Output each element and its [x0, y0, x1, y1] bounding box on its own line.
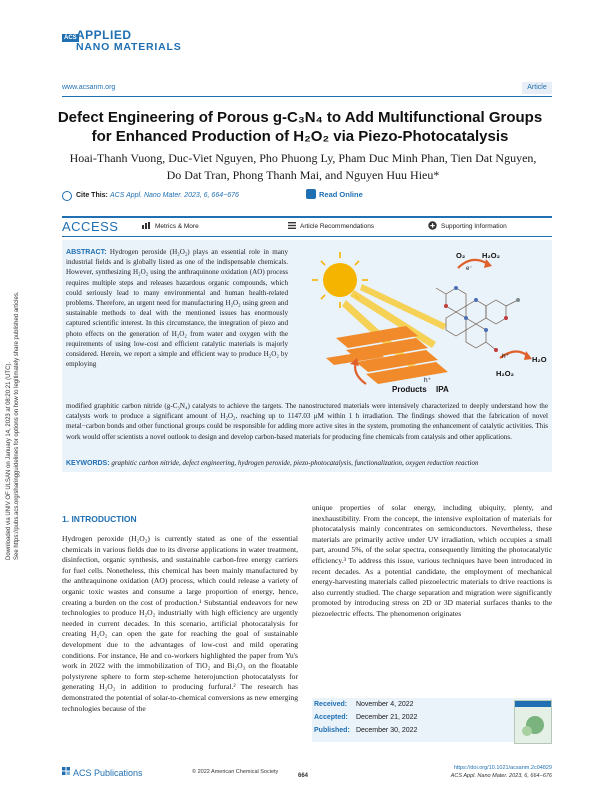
oxidation-arrow-head	[524, 351, 532, 360]
read-online-link[interactable]: Read Online	[319, 190, 363, 199]
o2-label: O₂	[456, 251, 466, 260]
read-online-icon[interactable]	[306, 189, 316, 199]
received-date: November 4, 2022	[355, 701, 414, 708]
header-divider	[62, 96, 552, 97]
hole-label-2: h⁺	[424, 377, 432, 384]
citation-link[interactable]: ACS Appl. Nano Mater. 2023, 6, 664−676	[110, 192, 239, 199]
h2o-label: H₂O	[532, 355, 547, 364]
bar-chart-icon	[142, 222, 150, 229]
published-row	[314, 727, 417, 734]
h2o2-top-label: H₂O₂	[482, 251, 500, 260]
accepted-date: December 21, 2022	[355, 714, 418, 721]
intro-column-left: Hydrogen peroxide (H₂O₂) is currently stated as one of the essential chemicals in various fields due to its diverse applications in water treatment, disinfection, organic synthesis, and sustainable carbon-free energy carriers for fuel cells. Nonetheless, this chemical has been mainly manufactured by the anthraquinone oxidation (AO) process, which could release a variety of organic toxic wastes and consume a large proportion of energy, hence, creating a burden on the cost of production.¹ Substantial endeavors for new technologies to produce H₂O₂ industrially with high efficiency are urgently needed in current decades. In this scenario, artificial photocatalysis for creating H₂O₂ can open the gate for reaching the goal of sustainable development due to the advantages of low-cost and mild operating conditions. For instance, He and co-workers highlighted the paper from Yu's work in 2022 with the immobilization of TiO₂ and Bi₂O₃ on the floatable polystyrene sphere to form step-scheme heterojunction photocatalysts for generating H₂O₂ in addition to producing furfural.² The research has demonstrated the potential of solar-to-chemical conversions as new emerging technologies because of the	[62, 534, 298, 713]
published-label: Published:	[314, 727, 350, 734]
keywords-label: KEYWORDS:	[66, 460, 110, 467]
catalyst-sheets	[326, 326, 448, 384]
published-date: December 30, 2022	[355, 727, 418, 734]
toc-graphic	[296, 246, 550, 396]
received-row	[314, 701, 414, 708]
keywords	[66, 458, 546, 468]
title-line-1: Defect Engineering of Porous g-C₃N₄ to Add Multifunctional Groups	[57, 109, 543, 126]
abstract-body-bottom: modified graphitic carbon nitride (g-C₃N₄) catalysts to achieve the targets. The nanostructured materials were intensively characterized to deeply understand how the catalysts work to produce a significant amount of H₂O₂, reaching up to 1147.03 μM within 1 h irradiation. The findings showed that the fabrication of novel metal−carbon bonds and other functional groups could be responsible for adding more active sites in the system, promoting the enhancement of catalytic activities. This work would offer scientists a novel outlook to design and develop carbon-based materials for producing fine chemicals from catalysis and other applications.	[66, 402, 548, 441]
abstract-text	[66, 247, 288, 369]
abstract-label: ABSTRACT:	[66, 248, 107, 256]
footer-doi	[420, 764, 552, 780]
supporting-info-link[interactable]: Supporting Information	[441, 223, 507, 230]
access-label: ACCESS	[62, 219, 119, 234]
section-heading-introduction: 1. INTRODUCTION	[62, 514, 137, 524]
supporting-info-icon	[428, 221, 437, 230]
download-note	[6, 260, 26, 560]
h2o2-bottom-label: H₂O₂	[496, 369, 514, 378]
cite-icon	[62, 191, 72, 201]
author-list	[58, 150, 548, 184]
journal-cover-thumbnail	[514, 700, 552, 744]
received-label: Received:	[314, 701, 348, 708]
doi-link[interactable]: https://doi.org/10.1021/acsanm.2c04829	[453, 765, 552, 771]
download-note-line-2: See https://pubs.acs.org/sharingguidelines for options on how to legitimately share published articles.	[14, 291, 20, 560]
cover-art	[515, 701, 551, 743]
page-number: 664	[298, 773, 309, 779]
products-label: Products	[392, 385, 427, 394]
intro-column-right: unique properties of solar energy, including ubiquity, plenty, and inexhaustibility. From the concept, the intensive exploitation of materials for photocatalysis mainly concentrates on semiconductors. Nevertheless, these materials are primarily active under UV irradiation, which occupies a small part, around 5%, of the solar spectra, consequently limiting the photocatalytic efficiency.³ To address this issue, various techniques have been introduced in recent decades. As a potential candidate, the employment of mechanical energy-harvesting materials called piezoelectric materials to drive reactions is also currently studied. The charge separation and migration were significantly promoted by introducing stress on 2D or 3D material surfaces thanks to the piezoelectric effects. The phenomenon originates	[312, 503, 552, 618]
copyright: © 2022 American Chemical Society	[192, 769, 279, 775]
molecule-atoms	[444, 286, 520, 352]
accepted-row	[314, 714, 417, 721]
hole-label: h⁺	[502, 353, 510, 360]
abstract-body-top: Hydrogen peroxide (H₂O₂) plays an essential role in many industrial fields and is globally listed as one of the indispensable chemicals. However, synthesizing H₂O₂ using the anthraquinone oxidation (AO) process requires multiple steps and releases hazardous organic compounds, which could seriously lead to many environmental and human health-related problems. Therefore, an urgent need for manufacturing H₂O₂ using green and sustainable methods to deal with the mentioned issues has enormously captured scientific interest. In this circumstance, the integration of piezo and photo effects on the generation of H₂O₂ from water and oxygen with the requirements of using low-cost and efficient catalytic materials is majorly considered. Herein, we report a simple and efficient way to produce H₂O₂ by employing	[66, 248, 288, 369]
cite-label: Cite This:	[76, 192, 108, 199]
electron-label: e⁻	[466, 266, 473, 272]
journal-logo-nano: NANO MATERIALS	[76, 41, 182, 53]
acs-publications-logo[interactable]: ACS Publications	[73, 768, 143, 778]
keywords-text: graphitic carbon nitride, defect engineering, hydrogen peroxide, piezo-photocatalysis, functionalization, oxygen reduction reaction	[111, 459, 479, 467]
reduction-arrow	[458, 260, 488, 268]
journal-logo-acs: ACS	[64, 35, 77, 41]
acs-publications-logo-icon	[62, 767, 70, 775]
journal-logo-applied: APPLIED	[76, 28, 132, 42]
ipa-label: IPA	[436, 385, 449, 394]
reduction-arrow-head	[484, 259, 492, 268]
article-title	[50, 108, 550, 146]
list-icon	[288, 222, 296, 229]
authors-line-2: Do Dat Tran, Phong Thanh Mai, and Nguyen Huu Hieu*	[166, 168, 440, 182]
article-type-badge: Article	[522, 82, 552, 94]
metrics-link[interactable]: Metrics & More	[155, 223, 199, 230]
journal-url-link[interactable]: www.acsanm.org	[62, 84, 116, 91]
recommendations-link[interactable]: Article Recommendations	[300, 223, 375, 230]
authors-line-1: Hoai-Thanh Vuong, Duc-Viet Nguyen, Pho Phuong Ly, Pham Duc Minh Phan, Tien Dat Nguyen,	[69, 151, 537, 165]
download-note-line-1: Downloaded via UNIV OF ULSAN on January 14, 2023 at 08:20:21 (UTC).	[6, 361, 12, 560]
accepted-label: Accepted:	[314, 714, 348, 721]
footer-citation: ACS Appl. Nano Mater. 2023, 6, 664−676	[450, 773, 552, 779]
title-line-2: for Enhanced Production of H₂O₂ via Piezo-Photocatalysis	[91, 128, 509, 145]
